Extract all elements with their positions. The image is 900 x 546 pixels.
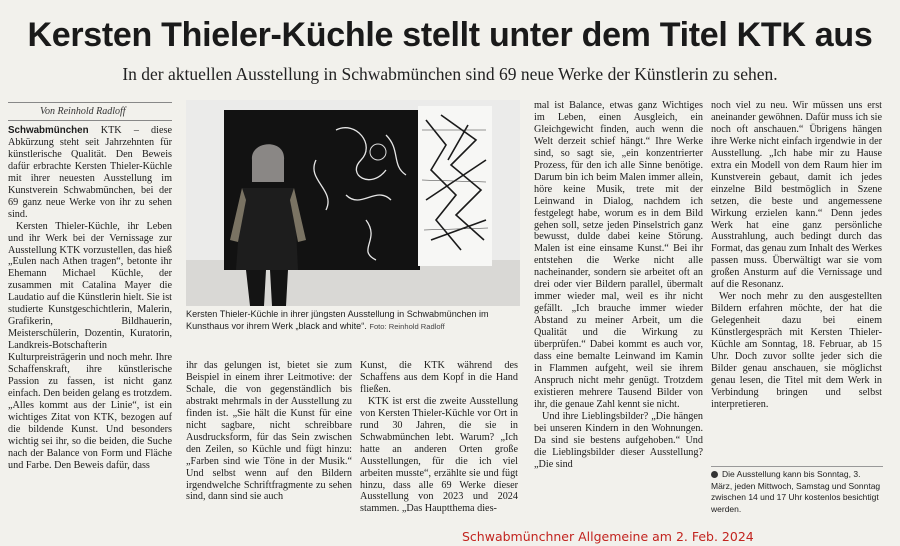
photo-credit: Foto: Reinhold Radloff: [369, 321, 445, 331]
photo-caption: [186, 309, 520, 332]
paragraph: ihr das gelungen ist, bietet sie zum Beispiel in einem ihrer Leitmotive: der Schale, die von gegenständlich bis abstrakt mehrmals in der Ausstellung zu finden ist. „Sie hält die Kunst für eine nicht sagbare, nicht schreibbare Ausdrucksform, für das Sein zwischen den Zeilen, so Küchle und fügt hinzu: „Farben sind wie Töne in der Musik.“ Und selbst wenn auf den Bildern irgendwelche Schriftfragmente zu sehen sind, dann sind sie auch: [186, 360, 352, 503]
paragraph: Kunst, die KTK während des Schaffens aus dem Kopf in die Hand fließen.: [360, 360, 518, 395]
article-column-1: [8, 125, 172, 472]
source-footer: Schwabmünchner Allgemeine am 2. Feb. 2024: [462, 529, 754, 544]
info-box: [711, 466, 883, 515]
headline: Kersten Thieler-Küchle stellt unter dem Titel KTK aus: [27, 16, 873, 54]
subheadline: In der aktuellen Ausstellung in Schwabmünchen sind 69 neue Werke der Künstlerin zu sehen.: [122, 64, 778, 84]
article-column-3: [360, 360, 518, 515]
article-column-5: [711, 100, 882, 411]
paragraph-text: KTK – diese Abkürzung steht seit Jahrzehnten für künstlerische Qualität. Den Beweis dafür erbrachte Kersten Thieler-Küchle mit ihrer neuesten Ausstellung im Kunstverein Schwabmünchen, bei der 69 ganz neue Werke von ihr zu sehen sind.: [8, 125, 172, 220]
article-photo: [186, 100, 520, 306]
info-text: Die Ausstellung kann bis Sonntag, 3. März, jeden Mittwoch, Samstag und Sonntag zwischen 14 und 17 Uhr kostenlos besichtigt werden.: [711, 469, 881, 514]
paragraph: Und ihre Lieblingsbilder? „Die hängen bei unseren Kindern in den Wohnungen. Da sind sie bestens aufgehoben.“ Und die Lieblingsbilder dieser Ausstellung? „Die sind: [534, 410, 703, 470]
paragraph: KTK ist erst die zweite Ausstellung von Kersten Thieler-Küchle vor Ort in rund 30 Jahren, die sie in Schwabmünchen lebt. Warum? „Ich hatte an anderen Orten große Ausstellungen, für die ich viel arbeiten musste“, erzählte sie und fügt hinzu, dass alle 69 Werke dieser Ausstellung von 2023 und 2024 stammen. „Das Hauptthema dies-: [360, 395, 518, 515]
bullet-icon: [711, 471, 718, 478]
caption-text: Kersten Thieler-Küchle in ihrer jüngsten Ausstellung in Schwabmünchen im Kunsthaus vor ihrem Werk „black and white“.: [186, 309, 489, 331]
dateline: Schwabmünchen: [8, 125, 89, 136]
paragraph: [8, 125, 172, 221]
paragraph: Wer noch mehr zu den ausgestellten Bildern erfahren möchte, der hat die Gelegenheit dazu bei einem Künstlergespräch mit Kersten Thieler-Küchle am Sonntag, 18. Februar, ab 15 Uhr. Doch zuvor sollte jeder sich die Bilder genau anschauen, sie möglichst genau lesen, die Titel mit dem Werk in Verbindung bringen und selbst interpretieren.: [711, 291, 882, 410]
article-column-4: [534, 100, 703, 471]
paragraph: Kersten Thieler-Küchle, ihr Leben und ihr Werk bei der Vernissage zur Ausstellung KTK vorzustellen, das hieß „Eulen nach Athen tragen“, betonte ihr Ehemann Michael Küchle, der zusammen mit Catalina Mayer die Laudatio auf die Künstlerin hielt. Sie ist studierte Kunstgeschichtlerin, Malerin, Grafikerin, Bildhauerin, Meisterschülerin, Dozentin, Kuratorin, Landkreis-Botschafterin Kulturpreisträgerin und noch mehr. Ihre Schaffenskraft, ihre künstlerische Passion zu fassen, ist nicht ganz einfach. Den beiden gelang es trotzdem. „Alles kommt aus der Linie“, ist ein wichtiges Zitat von KTK, bezogen auf die bildende Kunst. Und besonders wichtig sei ihr, so die beiden, die Suche nach der Balance von Form und Fläche und Farbe. Den Beweis dafür, dass: [8, 220, 172, 471]
byline: Von Reinhold Radloff: [8, 102, 172, 121]
article-column-2: [186, 360, 352, 503]
paragraph: mal ist Balance, etwas ganz Wichtiges im Leben, einen Ausgleich, ein Gleichgewicht finden, auch wenn die Welt derzeit schief hängt.“ Ihre Werke sind, so sagt sie, „ein konzentrierter Prozess, für den ich alle Sinne benötige. Darum bin ich beim Malen immer allein, höre keine Musik, trete mit der Leinwand in Dialog, nachdem ich festgelegt habe, worum es in dem Bild gehen soll, setze jeden Pinselstrich ganz bewusst, dulde dabei keine Störung. Malen ist eine einsame Kunst.“ Bei ihr entstehen die Werke nicht alle nacheinander, sondern sie arbeitet oft an drei oder vier Bildern parallel, übermalt immer wieder mal, weil es ihr nicht gefällt. „Ich brauche immer wieder Abstand zu meiner Arbeit, um die Qualität und die Wirkung zu überprüfen.“ Dabei kommt es auch vor, dass eine bemalte Leinwand im Kamin in Flammen aufgeht, weil sie ihrem Anspruch nicht mehr genügt. Trotzdem existieren mehrere Tausend Bilder von ihr, die genaue Zahl kennt sie nicht.: [534, 100, 703, 410]
paragraph: noch viel zu neu. Wir müssen uns erst aneinander gewöhnen. Dafür muss ich sie noch oft anschauen.“ Übrigens hängen ihre Werke nicht einfach irgendwie in der Ausstellung. „Ich habe mir zu Hause extra ein Modell von dem Raum hier im Kunstverein gebaut, damit ich jedes einzelne Bild bestmöglich in Szene setzen, die beste und angemessene Wirkung erzielen kann.“ Denn jedes Werk hat eine ganz persönliche Ausstrahlung, auch bedingt durch das Format, das genau zum Inhalt des Werkes passen muss. Überwältigt war sie vom großen Ansturm auf die Vernissage und auf die Resonanz.: [711, 100, 882, 291]
